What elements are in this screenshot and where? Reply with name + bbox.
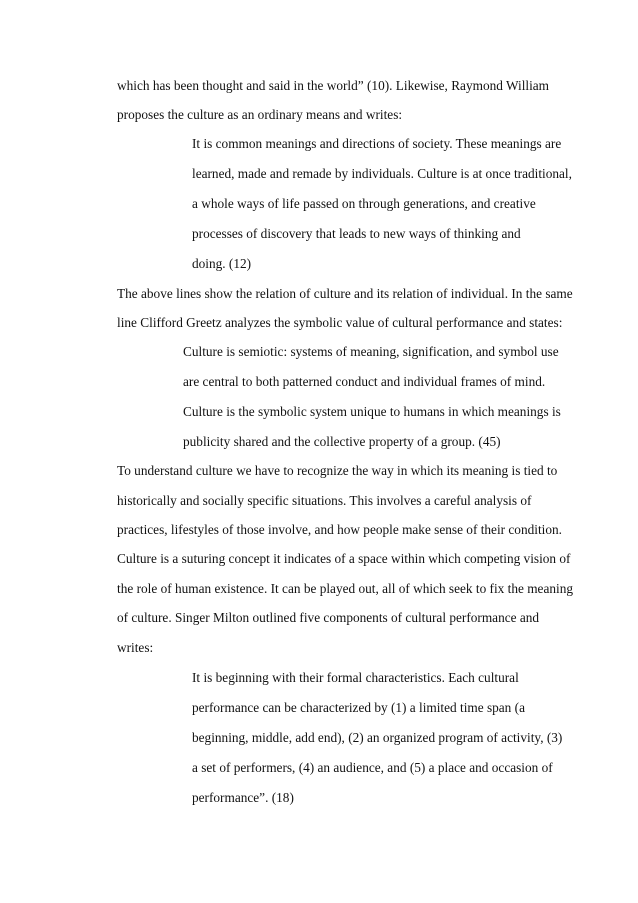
- quote2-line-3: Culture is the symbolic system unique to humans in which meanings is: [183, 404, 561, 419]
- quote1-line-2: learned, made and remade by individuals. Culture is at once traditional,: [192, 166, 572, 181]
- quote3-line-2: performance can be characterized by (1) a limited time span (a: [192, 700, 525, 715]
- para3-line-3: practices, lifestyles of those involve, and how people make sense of their condition.: [117, 522, 562, 537]
- quote3-line-5: performance”. (18): [192, 790, 294, 805]
- quote1-line-4: processes of discovery that leads to new ways of thinking and: [192, 226, 521, 241]
- quote3-line-4: a set of performers, (4) an audience, and (5) a place and occasion of: [192, 760, 553, 775]
- quote1-line-5: doing. (12): [192, 256, 252, 271]
- quote2-line-1: Culture is semiotic: systems of meaning, signification, and symbol use: [183, 344, 559, 359]
- quote2-line-2: are central to both patterned conduct and individual frames of mind.: [183, 374, 546, 389]
- para2-line-1: The above lines show the relation of culture and its relation of individual. In the same: [117, 286, 573, 301]
- para1-line-1: which has been thought and said in the world” (10). Likewise, Raymond William: [117, 78, 550, 93]
- quote2-line-4: publicity shared and the collective property of a group. (45): [183, 434, 501, 449]
- para3-line-6: of culture. Singer Milton outlined five components of cultural performance and: [117, 610, 540, 625]
- para2-line-2: line Clifford Greetz analyzes the symbolic value of cultural performance and states:: [117, 315, 563, 330]
- para1-line-2: proposes the culture as an ordinary means and writes:: [117, 107, 403, 122]
- para3-line-5: the role of human existence. It can be played out, all of which seek to fix the meaning: [117, 581, 574, 596]
- quote1-line-1: It is common meanings and directions of society. These meanings are: [192, 136, 562, 151]
- quote3-line-1: It is beginning with their formal characteristics. Each cultural: [192, 670, 519, 685]
- para3-line-2: historically and socially specific situations. This involves a careful analysis of: [117, 493, 532, 508]
- quote3-line-3: beginning, middle, add end), (2) an organized program of activity, (3): [192, 730, 563, 745]
- para3-line-1: To understand culture we have to recognize the way in which its meaning is tied to: [117, 463, 558, 478]
- para3-line-7: writes:: [117, 640, 154, 655]
- quote1-line-3: a whole ways of life passed on through generations, and creative: [192, 196, 536, 211]
- para3-line-4: Culture is a suturing concept it indicates of a space within which competing vision of: [117, 551, 571, 566]
